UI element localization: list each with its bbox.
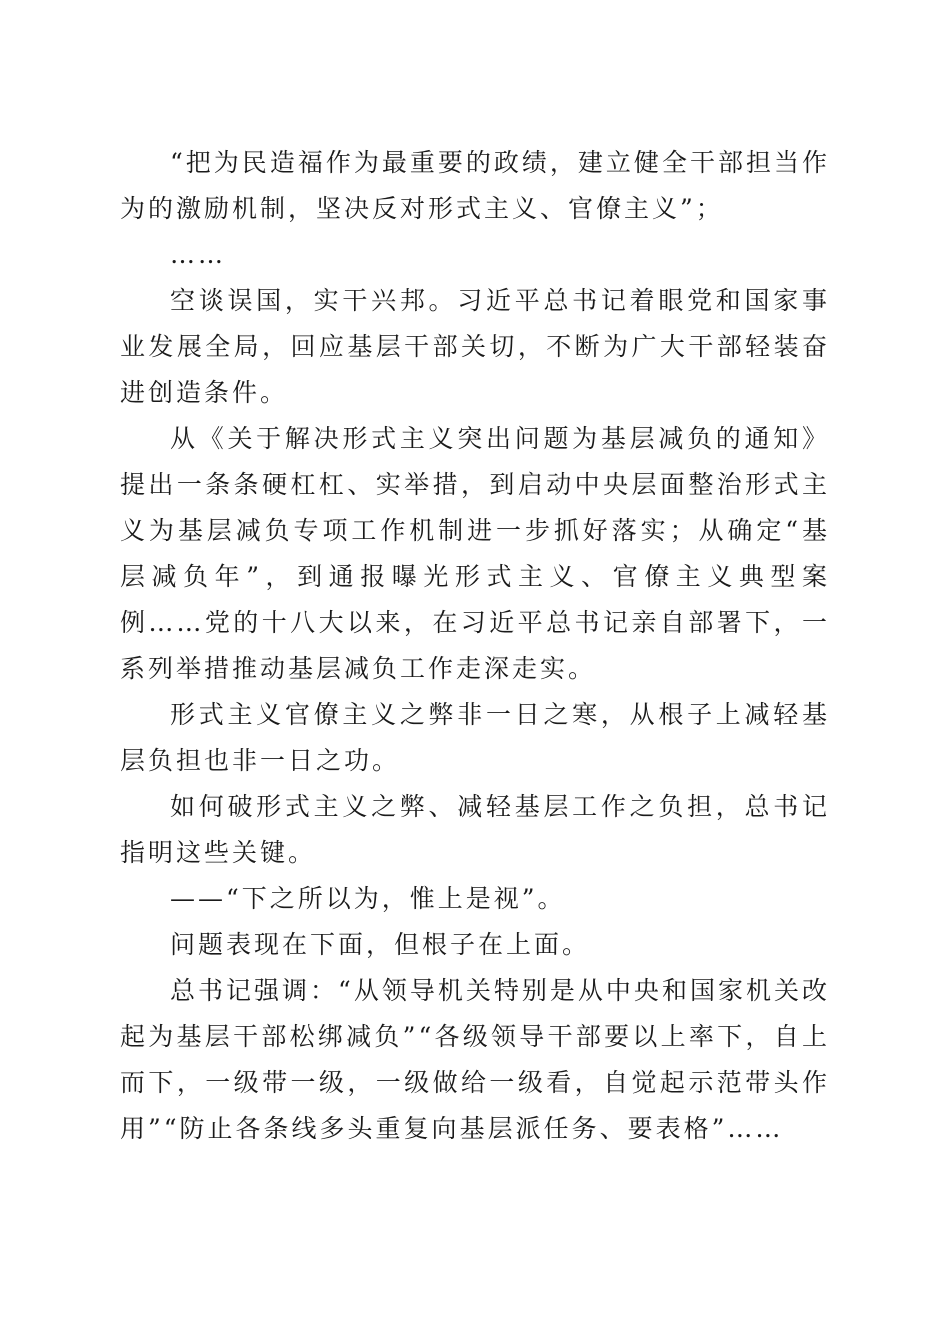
paragraph-8: 问题表现在下面，但根子在上面。 bbox=[170, 930, 591, 959]
document-body bbox=[120, 140, 830, 1152]
paragraph-5: 形式主义官僚主义之弊非一日之寒，从根子上减轻基层负担也非一日之功。 bbox=[120, 700, 830, 775]
paragraph-4: 从《关于解决形式主义突出问题为基层减负的通知》提出一条条硬杠杠、实举措，到启动中央层面整治形式主义为基层减负专项工作机制进一步抓好落实；从确定“基层减负年”，到通报曝光形式主义、官僚主义典型案例……党的十八大以来，在习近平总书记亲自部署下，一系列举措推动基层减负工作走深走实。 bbox=[120, 424, 830, 683]
paragraph-9: 总书记强调：“从领导机关特别是从中央和国家机关改起为基层干部松绑减负”“各级领导干部要以上率下，自上而下，一级带一级，一级做给一级看，自觉起示范带头作用”“防止各条线多头重复向基层派任务、要表格”…… bbox=[120, 976, 830, 1143]
paragraph-6: 如何破形式主义之弊、减轻基层工作之负担，总书记指明这些关键。 bbox=[120, 792, 830, 867]
paragraph-2: …… bbox=[170, 240, 226, 269]
paragraph-1: “把为民造福作为最重要的政绩，建立健全干部担当作为的激励机制，坚决反对形式主义、官僚主义”； bbox=[120, 148, 830, 223]
paragraph-3: 空谈误国，实干兴邦。习近平总书记着眼党和国家事业发展全局，回应基层干部关切，不断为广大干部轻装奋进创造条件。 bbox=[120, 286, 830, 407]
paragraph-7: ——“下之所以为，惟上是视”。 bbox=[170, 884, 566, 913]
